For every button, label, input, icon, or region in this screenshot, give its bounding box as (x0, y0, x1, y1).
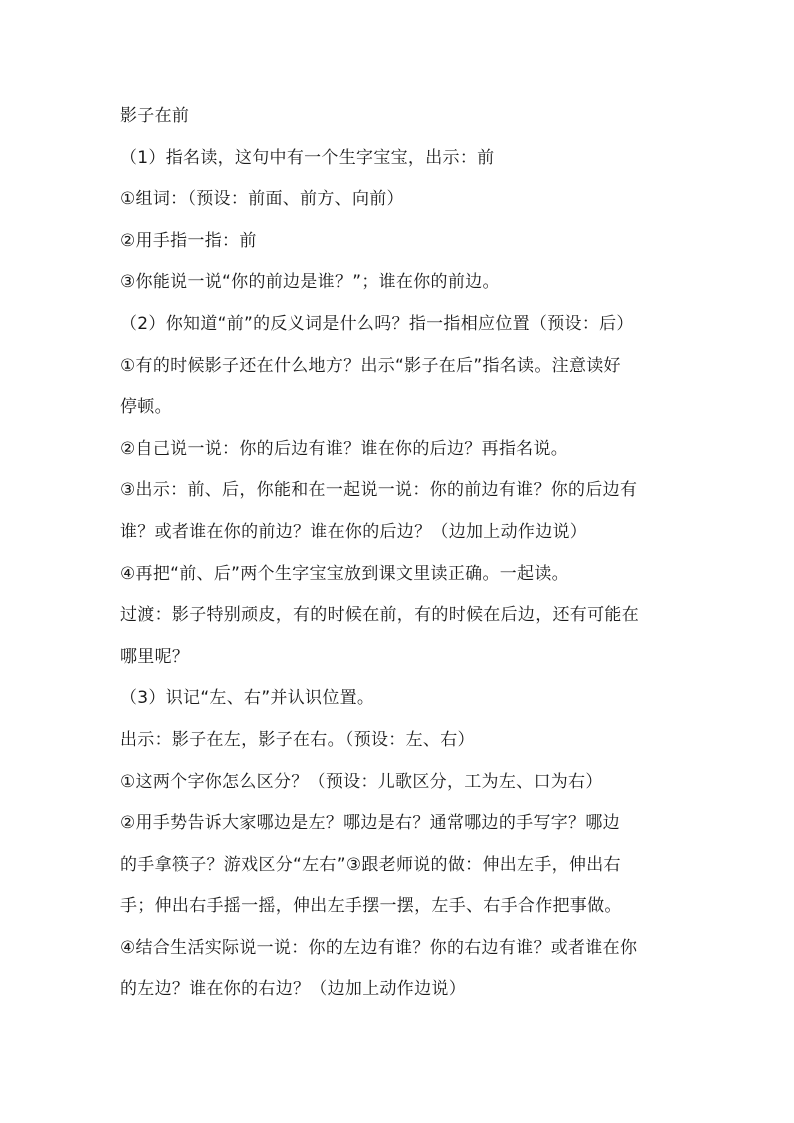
text-line: ①组词：（预设：前面、前方、向前） (120, 189, 404, 210)
text-line: 哪里呢？ (120, 646, 190, 667)
text-line: ②用手指一指：前 (120, 230, 257, 251)
text-line: ④再把“前、后”两个生字宝宝放到课文里读正确。一起读。 (120, 563, 569, 584)
text-line: ①这两个字你怎么区分？（预设：儿歌区分，工为左、口为右） (120, 771, 603, 792)
document-page (120, 96, 680, 1011)
text-line: ③你能说一说“你的前边是谁？”；谁在你的前边。 (120, 272, 500, 293)
heading-line: 影子在前 (120, 106, 190, 126)
text-line: （2）你知道“前”的反义词是什么吗？指一指相应位置（预设：后） (120, 313, 634, 334)
text-line: 的手拿筷子？游戏区分“左右”③跟老师说的做：伸出左手，伸出右 (120, 854, 621, 875)
text-line: 过渡：影子特别顽皮，有的时候在前，有的时候在后边，还有可能在 (120, 605, 639, 626)
text-line: ③出示：前、后，你能和在一起说一说：你的前边有谁？你的后边有 (120, 480, 638, 501)
text-line: （1）指名读，这句中有一个生字宝宝，出示：前 (120, 147, 495, 168)
text-line: 手；伸出右手摇一摇，伸出左手摆一摆，左手、右手合作把事做。 (120, 896, 622, 917)
text-line: （3）识记“左、右”并认识位置。 (120, 688, 375, 709)
text-line: 出示：影子在左，影子在右。（预设：左、右） (120, 729, 475, 750)
text-line: 停顿。 (120, 397, 172, 418)
text-line: 谁？或者谁在你的前边？谁在你的后边？（边加上动作边说） (120, 521, 588, 542)
text-line: ④结合生活实际说一说：你的左边有谁？你的右边有谁？或者谁在你 (120, 937, 638, 958)
text-line: ②自己说一说：你的后边有谁？谁在你的后边？再指名说。 (120, 438, 569, 459)
text-line: 的左边？谁在你的右边？（边加上动作边说） (120, 979, 466, 1000)
text-line: ②用手势告诉大家哪边是左？哪边是右？通常哪边的手写字？哪边 (120, 813, 620, 834)
text-line: ①有的时候影子还在什么地方？出示“影子在后”指名读。注意读好 (120, 355, 621, 376)
